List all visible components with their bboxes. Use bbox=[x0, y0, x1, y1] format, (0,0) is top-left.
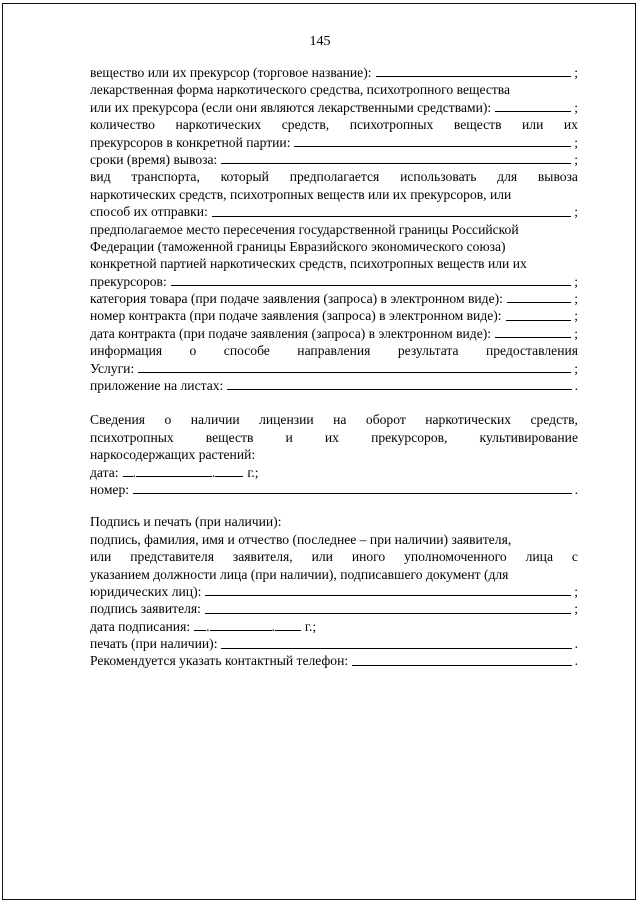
goods-category-field[interactable] bbox=[507, 302, 571, 303]
border-row-4 bbox=[90, 273, 578, 290]
stamp-row bbox=[90, 635, 578, 652]
word: с bbox=[571, 549, 578, 565]
border-field[interactable] bbox=[171, 285, 571, 286]
export-terms-field[interactable] bbox=[221, 163, 571, 164]
period: . bbox=[574, 653, 578, 669]
signature-label-1: подпись, фамилия, имя и отчество (последнее – при наличии) заявителя, bbox=[90, 531, 512, 547]
signature-row-4 bbox=[90, 583, 578, 600]
word: и bbox=[285, 429, 293, 445]
word: или bbox=[311, 549, 333, 565]
border-label-4: прекурсоров: bbox=[90, 273, 167, 289]
word: количество bbox=[90, 117, 155, 133]
sign-date-row bbox=[90, 618, 578, 635]
dosage-form-field[interactable] bbox=[495, 111, 571, 112]
stamp-label: печать (при наличии): bbox=[90, 636, 218, 652]
export-terms-label: сроки (время) вывоза: bbox=[90, 151, 218, 167]
license-year-suffix: г.; bbox=[247, 464, 259, 480]
applicant-signature-label: подпись заявителя: bbox=[90, 601, 201, 617]
transport-label-3: способ их отправки: bbox=[90, 204, 208, 220]
word: Сведения bbox=[90, 412, 146, 428]
semicolon: ; bbox=[574, 291, 578, 307]
period: . bbox=[574, 636, 578, 652]
word: направления bbox=[297, 343, 371, 359]
transport-label-1 bbox=[90, 168, 578, 185]
license-row-3 bbox=[90, 446, 578, 463]
border-label-2: Федерации (таможенной границы Евразийского экономического союза) bbox=[90, 238, 506, 254]
word: заявителя, bbox=[232, 549, 293, 565]
license-year-field[interactable] bbox=[215, 476, 243, 477]
signature-label-4: юридических лиц): bbox=[90, 583, 202, 599]
license-number-row bbox=[90, 481, 578, 498]
transport-row-3 bbox=[90, 203, 578, 220]
semicolon: ; bbox=[574, 601, 578, 617]
signature-row-3 bbox=[90, 566, 578, 583]
separator: . bbox=[271, 618, 275, 634]
border-row-2 bbox=[90, 238, 578, 255]
trade-name-field[interactable] bbox=[376, 76, 572, 77]
page-number: 145 bbox=[309, 34, 331, 49]
word: вывоза bbox=[537, 169, 578, 185]
trade-name-label: вещество или их прекурсор (торговое название): bbox=[90, 64, 372, 80]
semicolon: ; bbox=[574, 325, 578, 341]
signature-heading-row bbox=[90, 513, 578, 530]
word: о bbox=[164, 412, 172, 428]
word: психотропных bbox=[90, 429, 174, 445]
spacer bbox=[90, 394, 578, 411]
trade-name-row bbox=[90, 64, 578, 81]
quantity-label-1 bbox=[90, 116, 578, 133]
word: их bbox=[563, 117, 578, 133]
word: веществ bbox=[205, 429, 254, 445]
result-method-row-1 bbox=[90, 342, 578, 359]
signature-row-2 bbox=[90, 548, 578, 565]
sign-year-field[interactable] bbox=[275, 630, 301, 631]
license-number-label: номер: bbox=[90, 481, 130, 497]
sign-year-suffix: г.; bbox=[304, 618, 317, 634]
border-row-1 bbox=[90, 221, 578, 238]
border-label-1: предполагаемое место пересечения государственной границы Российской bbox=[90, 221, 519, 237]
license-row-2 bbox=[90, 429, 578, 446]
quantity-row-1 bbox=[90, 116, 578, 133]
form-content bbox=[90, 64, 578, 670]
contract-date-label: дата контракта (при подаче заявления (запроса) в электронном виде): bbox=[90, 325, 492, 341]
word: использовать bbox=[400, 169, 477, 185]
license-day-field[interactable] bbox=[123, 476, 133, 477]
word: или bbox=[90, 549, 112, 565]
word: вид bbox=[90, 169, 111, 185]
dosage-form-label-1: лекарственная форма наркотического средства, психотропного вещества bbox=[90, 82, 511, 98]
goods-category-row bbox=[90, 290, 578, 307]
semicolon: ; bbox=[574, 151, 578, 167]
attachment-row bbox=[90, 377, 578, 394]
contract-date-field[interactable] bbox=[495, 337, 571, 338]
word: предполагается bbox=[289, 169, 380, 185]
applicant-signature-field[interactable] bbox=[205, 613, 571, 614]
dosage-form-row-1 bbox=[90, 81, 578, 98]
result-method-field[interactable] bbox=[138, 372, 571, 373]
sign-month-field[interactable] bbox=[210, 630, 272, 631]
separator: . bbox=[211, 464, 216, 480]
word: средств, bbox=[530, 412, 578, 428]
period: . bbox=[574, 378, 578, 394]
phone-label: Рекомендуется указать контактный телефон: bbox=[90, 653, 349, 669]
license-number-field[interactable] bbox=[133, 493, 572, 494]
result-method-row-2 bbox=[90, 360, 578, 377]
signature-row-1 bbox=[90, 531, 578, 548]
separator: . bbox=[206, 618, 210, 634]
transport-label-2: наркотических средств, психотропных веществ или их прекурсоров, или bbox=[90, 186, 512, 202]
border-row-3 bbox=[90, 255, 578, 272]
export-terms-row bbox=[90, 151, 578, 168]
word: способе bbox=[223, 343, 270, 359]
contract-number-field[interactable] bbox=[506, 320, 572, 321]
license-month-field[interactable] bbox=[136, 476, 212, 477]
word: транспорта, bbox=[131, 169, 200, 185]
word: наркотических bbox=[175, 117, 262, 133]
signature-heading: Подпись и печать (при наличии): bbox=[90, 514, 282, 530]
semicolon: ; bbox=[574, 204, 578, 220]
signature-label-2 bbox=[90, 548, 578, 565]
word: на bbox=[333, 412, 347, 428]
word: средств, bbox=[281, 117, 330, 133]
word: для bbox=[497, 169, 518, 185]
result-method-label-2: Услуги: bbox=[90, 360, 135, 376]
quantity-label-2: прекурсоров в конкретной партии: bbox=[90, 134, 291, 150]
dosage-form-row-2 bbox=[90, 99, 578, 116]
word: или bbox=[522, 117, 544, 133]
word: результата bbox=[397, 343, 459, 359]
semicolon: ; bbox=[574, 134, 578, 150]
quantity-row-2 bbox=[90, 134, 578, 151]
contract-date-row bbox=[90, 325, 578, 342]
contract-number-row bbox=[90, 307, 578, 324]
spacer bbox=[90, 498, 578, 513]
semicolon: ; bbox=[574, 308, 578, 324]
result-method-label-1 bbox=[90, 342, 578, 359]
contract-number-label: номер контракта (при подаче заявления (запроса) в электронном виде): bbox=[90, 308, 502, 324]
quantity-field[interactable] bbox=[294, 146, 571, 147]
sign-date-label: дата подписания: bbox=[90, 618, 191, 634]
word: информация bbox=[90, 343, 163, 359]
period: . bbox=[574, 481, 578, 497]
semicolon: ; bbox=[574, 273, 578, 289]
word: наличии bbox=[190, 412, 240, 428]
word: о bbox=[189, 343, 197, 359]
word: представителя bbox=[130, 549, 214, 565]
phone-row bbox=[90, 653, 578, 670]
signature-label-3: указанием должности лица (при наличии), подписавшего документ (для bbox=[90, 566, 509, 582]
phone-field[interactable] bbox=[352, 665, 571, 666]
word: предоставления bbox=[485, 343, 578, 359]
license-label-2 bbox=[90, 429, 578, 446]
attachment-label: приложение на листах: bbox=[90, 378, 224, 394]
word: наркотических bbox=[425, 412, 512, 428]
word: лица bbox=[525, 549, 553, 565]
transport-row-1 bbox=[90, 168, 578, 185]
license-date-label: дата: bbox=[90, 464, 119, 480]
license-label-1 bbox=[90, 411, 578, 428]
word: веществ bbox=[453, 117, 502, 133]
signature-field[interactable] bbox=[205, 595, 571, 596]
transport-row-2 bbox=[90, 186, 578, 203]
semicolon: ; bbox=[574, 99, 578, 115]
dosage-form-label-2: или их прекурсора (если они являются лекарственными средствами): bbox=[90, 99, 492, 115]
word: их bbox=[324, 429, 339, 445]
goods-category-label: категория товара (при подаче заявления (запроса) в электронном виде): bbox=[90, 291, 503, 307]
stamp-field[interactable] bbox=[221, 648, 571, 649]
sign-day-field[interactable] bbox=[194, 630, 206, 631]
word: который bbox=[220, 169, 269, 185]
license-date-row bbox=[90, 464, 578, 481]
word: прекурсоров, bbox=[371, 429, 448, 445]
license-label-3: наркосодержащих растений: bbox=[90, 447, 256, 463]
semicolon: ; bbox=[574, 360, 578, 376]
separator: . bbox=[132, 464, 136, 480]
word: психотропных bbox=[349, 117, 434, 133]
license-row-1 bbox=[90, 411, 578, 428]
word: оборот bbox=[365, 412, 406, 428]
transport-field[interactable] bbox=[212, 216, 571, 217]
word: лицензии bbox=[259, 412, 314, 428]
semicolon: ; bbox=[574, 583, 578, 599]
semicolon: ; bbox=[574, 64, 578, 80]
attachment-field[interactable] bbox=[227, 389, 571, 390]
applicant-signature-row bbox=[90, 600, 578, 617]
border-label-3: конкретной партией наркотических средств, психотропных веществ или их bbox=[90, 256, 527, 272]
word: уполномоченного bbox=[404, 549, 507, 565]
word: иного bbox=[351, 549, 386, 565]
word: культивирование bbox=[479, 429, 578, 445]
